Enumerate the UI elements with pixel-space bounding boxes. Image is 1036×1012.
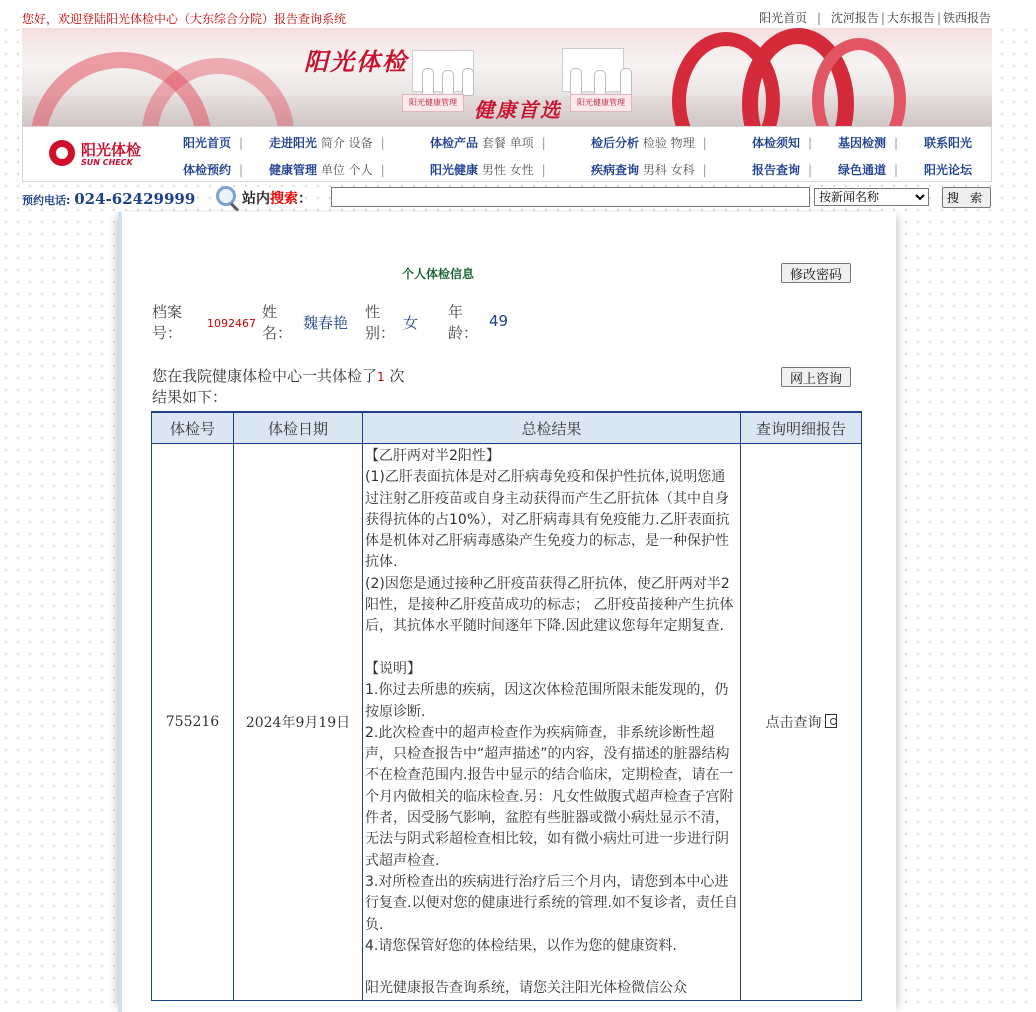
table-row [152, 444, 862, 1001]
booking-phone: 预约电话: 024-62429999 [22, 190, 196, 208]
nav-item-home[interactable]: 阳光首页 | [183, 136, 244, 150]
nav-item-notice[interactable]: 体检须知 | [752, 136, 813, 150]
banner-slogan: 健康首选 [474, 98, 562, 122]
results-table [151, 411, 862, 1001]
nav-item-contact[interactable]: 联系阳光 [924, 136, 973, 150]
divider: | [936, 11, 941, 25]
change-password-button[interactable]: 修改密码 [781, 263, 851, 283]
search-icon [216, 186, 236, 206]
top-bar [0, 0, 1036, 28]
divider: | [880, 11, 885, 25]
logo-icon [49, 140, 75, 166]
nav-item-forum[interactable]: 阳光论坛 [924, 163, 973, 177]
logo-subtext: SUN CHECK [81, 158, 133, 167]
column-header: 总检结果 [363, 412, 741, 444]
field-label-gender: 性别： [365, 303, 396, 342]
field-label-file-no: 档案号： [152, 303, 183, 342]
field-value-name: 魏春艳 [303, 314, 349, 332]
banner-figure [570, 68, 582, 96]
top-links [759, 9, 991, 26]
main-nav [22, 126, 992, 182]
exam-summary: 您在我院健康体检中心一共体检了1 次 结果如下： [152, 367, 405, 406]
banner-figure [422, 68, 434, 96]
exam-date: 2024年9月19日 [234, 444, 363, 1001]
exam-result: 【乙肝两对半2阳性】 (1)乙肝表面抗体是对乙肝病毒免疫和保护性抗体,说明您通过注射乙肝疫苗或自身主动获得而产生乙肝抗体（其中自身获得抗体的占10%），对乙肝病毒具有免疫能力.乙肝表面抗体是机体对乙肝病毒感染产生免疫力的标志，是一种保护性抗体. (2)因您是通过接种乙肝疫苗获得乙肝抗体，使乙肝两对半2阳性，是接种乙肝疫苗成功的标志； 乙肝疫苗接种产生抗体后，其抗体水平随时间逐年下降.因此建议您每年定期复查. 【说明】 1.你过去所患的疾病，因这次体检范围所限未能发现的，仍按原诊断. 2.此次检查中的超声检查作为疾病筛查，非系统诊断性超声，只检查报告中“超声描述”的内容，没有描述的脏器结构不在检查范围内.报告中显示的结合临床，定期检查，请在一个月内做相关的临床检查.另：凡女性做腹式超声检查子宫附件者，因受肠气影响，盆腔有些脏器或微小病灶显示不清，无法与阴式彩超检查相比较，如有微小病灶可进一步进行阴式超声检查. 3.对所检查出的疾病进行治疗后三个月内，请您到本中心进行复查.以便对您的健康进行系统的管理.如不复诊者，责任自负. 4.请您保管好您的体检结果，以作为您的健康资料. 阳光健康报告查询系统，请您关注阳光体检微信公众 [363, 444, 741, 1001]
nav-item-health-management[interactable]: 健康管理 单位 个人 | [269, 163, 385, 177]
logo-text: 阳光体检 [81, 141, 142, 159]
banner-sign: 阳光健康管理 [570, 94, 632, 112]
field-label-name: 姓名： [262, 303, 293, 342]
page-title: 个人体检信息 [402, 267, 475, 281]
field-value-file-no: 1092467 [207, 317, 256, 330]
column-header: 查询明细报告 [741, 412, 862, 444]
exam-count: 1 [377, 370, 385, 384]
link-sun-home[interactable]: 阳光首页 [759, 11, 808, 25]
field-label-age: 年龄： [448, 303, 479, 342]
magnifier-doc-icon [825, 714, 837, 728]
nav-item-booking[interactable]: 体检预约 | [183, 163, 244, 177]
header-banner [22, 28, 992, 126]
divider: | [816, 11, 822, 25]
online-consult-button[interactable]: 网上咨询 [781, 367, 851, 387]
link-tiexi-report[interactable]: 铁西报告 [942, 11, 991, 25]
nav-item-sun-health[interactable]: 阳光健康 男性 女性 | [430, 163, 546, 177]
search-label: 站内搜索： [242, 191, 312, 207]
banner-brand: 阳光体检 [304, 47, 408, 76]
nav-item-about[interactable]: 走进阳光 简介 设备 | [269, 136, 385, 150]
nav-item-disease[interactable]: 疾病查询 男科 女科 | [591, 163, 707, 177]
panel-border [118, 212, 122, 1012]
nav-item-report[interactable]: 报告查询 | [752, 163, 813, 177]
search-button[interactable]: 搜 索 [942, 187, 991, 208]
field-value-age: 49 [489, 312, 509, 330]
link-shenhe-report[interactable]: 沈河报告 [830, 11, 879, 25]
welcome-text: 您好，欢迎登陆阳光体检中心（大东综合分院）报告查询系统 [22, 12, 347, 26]
table-header-row [152, 412, 862, 444]
nav-item-green-channel[interactable]: 绿色通道 | [838, 163, 899, 177]
exam-number: 755216 [152, 444, 234, 1001]
sun-check-logo[interactable] [49, 139, 159, 169]
column-header: 体检日期 [234, 412, 363, 444]
nav-item-products[interactable]: 体检产品 套餐 单项 | [430, 136, 546, 150]
query-report-link[interactable]: 点击查询 [741, 444, 862, 1001]
column-header: 体检号 [152, 412, 234, 444]
search-input[interactable] [331, 187, 810, 207]
field-value-gender: 女 [403, 314, 419, 332]
nav-item-gene[interactable]: 基因检测 | [838, 136, 899, 150]
link-dadong-report[interactable]: 大东报告 [886, 11, 935, 25]
banner-figure [462, 68, 474, 96]
nav-item-analysis[interactable]: 检后分析 检验 物理 | [591, 136, 707, 150]
banner-sign: 阳光健康管理 [402, 94, 464, 112]
search-type-select[interactable] [814, 188, 929, 206]
phone-number: 024-62429999 [74, 190, 196, 208]
banner-figure [620, 68, 632, 96]
